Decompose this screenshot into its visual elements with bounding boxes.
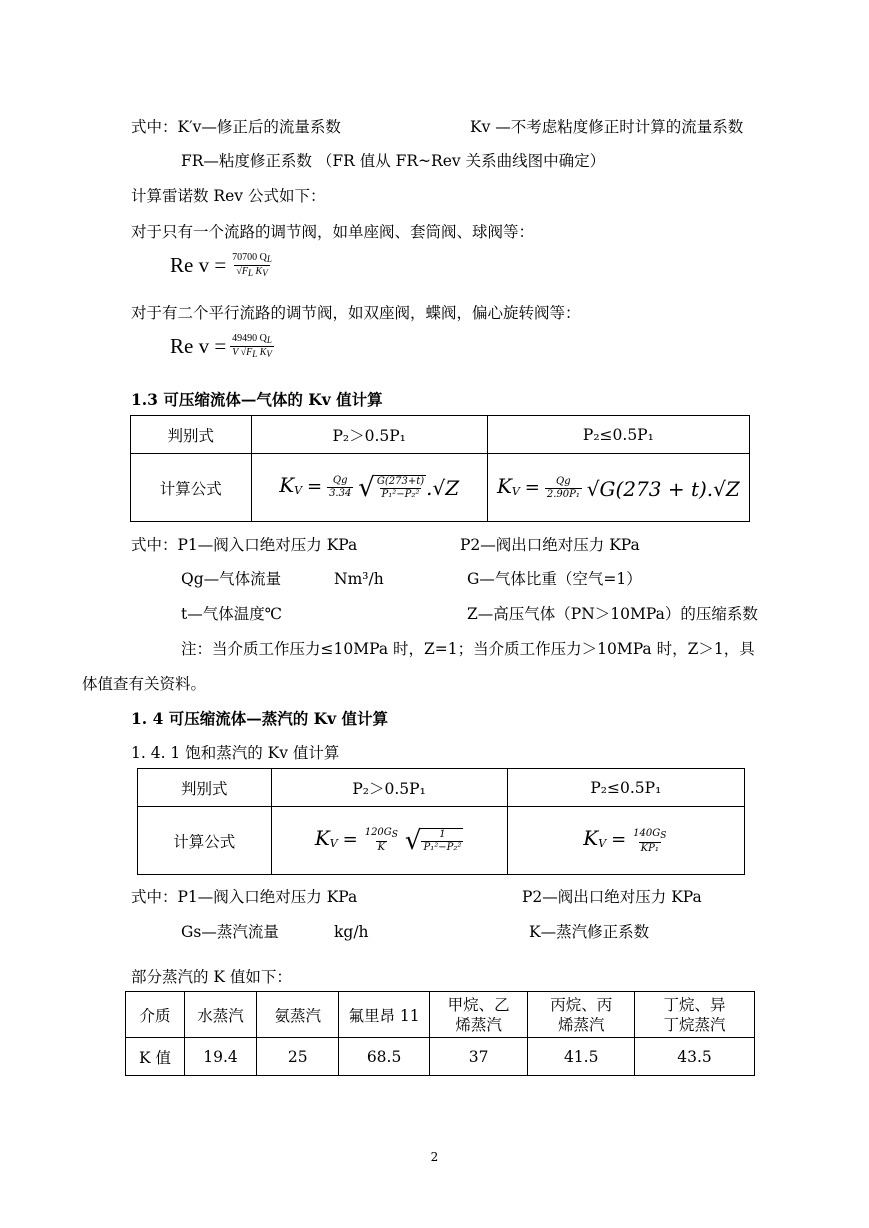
k-table-cell: 25 bbox=[257, 1038, 339, 1076]
note-line-1: 注：当介质工作压力≤10MPa 时，Z=1；当介质工作压力＞10MPa 时，Z＞1，具 bbox=[181, 640, 755, 658]
rev-formula-parallel bbox=[170, 333, 274, 360]
single-path-text: 对于只有一个流路的调节阀，如单座阀、套筒阀、球阀等： bbox=[131, 223, 535, 241]
formula-fraction: $\frac{49490 QL}{\text{V √FL KV}}$ bbox=[232, 333, 272, 359]
k-table-cell: 41.5 bbox=[528, 1038, 635, 1076]
table-header-criterion: 判别式 bbox=[138, 769, 272, 807]
k-table-cell: 68.5 bbox=[339, 1038, 429, 1076]
k-table-header: 丁烷、异丁烷蒸汽 bbox=[635, 992, 755, 1038]
qg-definition: Qg—气体流量 bbox=[181, 570, 282, 588]
table-row bbox=[126, 1038, 755, 1076]
k-table-cell: 37 bbox=[429, 1038, 528, 1076]
parallel-path-text: 对于有二个平行流路的调节阀，如双座阀，蝶阀，偏心旋转阀等： bbox=[131, 304, 581, 322]
k-table-cell: 19.4 bbox=[184, 1038, 256, 1076]
rev-intro: 计算雷诺数 Rev 公式如下： bbox=[131, 187, 326, 205]
formula-lhs: Re v = bbox=[170, 253, 227, 277]
table-header-case2: P₂≤0.5P₁ bbox=[507, 769, 744, 807]
section-heading-1-4: 1. 4 可压缩流体—蒸汽的 Kv 值计算 bbox=[131, 709, 389, 728]
k-table-header: 氟里昂 11 bbox=[339, 992, 429, 1038]
gas-formula-case1: KV = $\frac{Qg}{3.34}$ √ $\frac{G(273+t)}{\text{P₁²−P₂²}}$ .√Z bbox=[251, 454, 487, 522]
gas-formula-case2: KV = $\frac{Qg}{\text{2.90P₁}}$ √G(273 + t).√Z bbox=[487, 454, 749, 522]
table-header-case1: P₂＞0.5P₁ bbox=[251, 416, 487, 454]
k-table-header: 甲烷、乙烯蒸汽 bbox=[429, 992, 528, 1038]
fr-definition: FR—粘度修正系数 （FR 值从 FR~Rev 关系曲线图中确定） bbox=[181, 152, 606, 170]
k-definition: K—蒸汽修正系数 bbox=[529, 923, 650, 941]
steam-formula-case2: KV = $\frac{140GS}{\text{KP₁}}$ bbox=[507, 807, 744, 875]
steam-p2-definition: P2—阀出口绝对压力 KPa bbox=[522, 888, 702, 906]
g-definition: G—气体比重（空气=1） bbox=[467, 570, 642, 588]
t-definition: t—气体温度℃ bbox=[181, 605, 283, 623]
table-row bbox=[126, 992, 755, 1038]
section-heading-1-3: 1.3 可压缩流体—气体的 Kv 值计算 bbox=[131, 390, 383, 409]
formula-lhs: Re v = bbox=[170, 334, 227, 358]
rev-formula-single bbox=[170, 252, 274, 279]
table-row-label: 计算公式 bbox=[131, 454, 252, 522]
gas-kv-table bbox=[130, 415, 750, 522]
note-line-2: 体值查有关资料。 bbox=[82, 675, 207, 693]
k-table-header: 丙烷、丙烯蒸汽 bbox=[528, 992, 635, 1038]
k-table-header: 介质 bbox=[126, 992, 185, 1038]
section-heading-1-4-1: 1. 4. 1 饱和蒸汽的 Kv 值计算 bbox=[131, 744, 340, 762]
steam-k-table bbox=[125, 991, 755, 1076]
table-header-criterion: 判别式 bbox=[131, 416, 252, 454]
p1-definition: 式中：P1—阀入口绝对压力 KPa bbox=[131, 536, 358, 554]
k-values-intro: 部分蒸汽的 K 值如下： bbox=[131, 968, 292, 986]
kv-prime-definition: 式中：K′v—修正后的流量系数 bbox=[131, 118, 341, 136]
table-header-case2: P₂≤0.5P₁ bbox=[487, 416, 749, 454]
table-header-case1: P₂＞0.5P₁ bbox=[271, 769, 507, 807]
gs-unit: kg/h bbox=[334, 923, 369, 941]
steam-p1-definition: 式中：P1—阀入口绝对压力 KPa bbox=[131, 888, 358, 906]
formula-fraction: $\frac{70700 QL}{\text{√FL KV}}$ bbox=[232, 252, 272, 278]
steam-formula-case1: KV = $\frac{120GS}{K}$ √ $\frac{1}{\text{P₁²−P₂²}}$ bbox=[271, 807, 507, 875]
z-definition: Z—高压气体（PN＞10MPa）的压缩系数 bbox=[467, 605, 758, 623]
k-table-row-label: K 值 bbox=[126, 1038, 185, 1076]
k-table-header: 氨蒸汽 bbox=[257, 992, 339, 1038]
qg-unit: Nm³/h bbox=[334, 570, 384, 588]
k-table-header: 水蒸汽 bbox=[184, 992, 256, 1038]
kv-definition: Kv —不考虑粘度修正时计算的流量系数 bbox=[470, 118, 744, 136]
gs-definition: Gs—蒸汽流量 bbox=[181, 923, 279, 941]
table-row-label: 计算公式 bbox=[138, 807, 272, 875]
p2-definition: P2—阀出口绝对压力 KPa bbox=[460, 536, 640, 554]
page-number: 2 bbox=[430, 1150, 439, 1164]
steam-kv-table bbox=[137, 768, 745, 875]
k-table-cell: 43.5 bbox=[635, 1038, 755, 1076]
